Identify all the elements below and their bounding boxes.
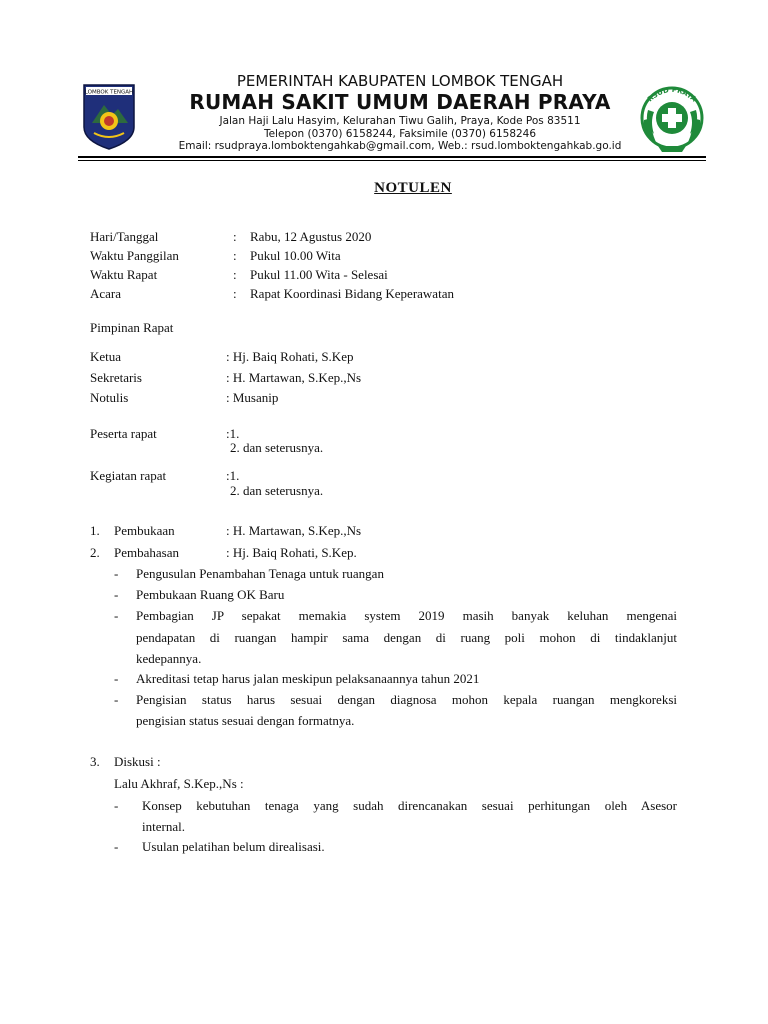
logo-right-text: RSUD PRAYA bbox=[646, 85, 698, 104]
bullet-dash: - bbox=[114, 692, 119, 707]
email-web: Email: rsudpraya.lomboktengahkab@gmail.com, Web.: rsud.lomboktengahkab.go.id bbox=[178, 140, 622, 152]
diskusi-item-cont: internal. bbox=[142, 819, 185, 834]
meta-value: Rapat Koordinasi Bidang Keperawatan bbox=[250, 286, 454, 301]
peserta-line2: 2. dan seterusnya. bbox=[230, 440, 324, 455]
kegiatan-label: Kegiatan rapat bbox=[90, 468, 167, 483]
pembahasan-item: Akreditasi tetap harus jalan meskipun pelaksanaannya tahun 2021 bbox=[136, 671, 480, 686]
kegiatan-line2: 2. dan seterusnya. bbox=[230, 483, 324, 498]
bullet-dash: - bbox=[114, 587, 119, 602]
agenda-value: : H. Martawan, S.Kep.,Ns bbox=[226, 523, 362, 538]
diskusi-item: Usulan pelatihan belum direalisasi. bbox=[142, 839, 325, 854]
pembahasan-item: Pembagian JP sepakat memakia system 2019 masih banyak keluhan mengenai bbox=[136, 608, 677, 623]
bullet-dash: - bbox=[114, 798, 119, 813]
peserta-label: Peserta rapat bbox=[90, 426, 157, 441]
meta-label: Hari/Tanggal bbox=[90, 229, 159, 244]
pimpinan-label: Sekretaris bbox=[90, 370, 142, 385]
bullet-dash: - bbox=[114, 671, 119, 686]
pimpinan-value: : Musanip bbox=[226, 390, 279, 405]
pembahasan-item-cont: pendapatan di ruangan hampir sama dengan di ruang poli mohon di tindaklanjut bbox=[136, 630, 677, 645]
meta-value: Pukul 10.00 Wita bbox=[250, 248, 341, 263]
peserta-line1: :1. bbox=[226, 426, 240, 441]
address: Jalan Haji Lalu Hasyim, Kelurahan Tiwu Galih, Praya, Kode Pos 83511 bbox=[219, 115, 581, 127]
pembahasan-item-cont: pengisian status sesuai dengan formatnya. bbox=[136, 713, 355, 728]
pembahasan-item: Pengusulan Penambahan Tenaga untuk ruangan bbox=[136, 566, 384, 581]
meta-label: Waktu Panggilan bbox=[90, 248, 179, 263]
meta-label: Waktu Rapat bbox=[90, 267, 158, 282]
bullet-dash: - bbox=[114, 839, 119, 854]
diskusi-speaker: Lalu Akhraf, S.Kep.,Ns : bbox=[114, 776, 244, 791]
diskusi-label: Diskusi : bbox=[114, 754, 161, 769]
agenda-number: 2. bbox=[90, 545, 100, 560]
phone-fax: Telepon (0370) 6158244, Faksimile (0370) 6158246 bbox=[263, 128, 537, 140]
bullet-dash: - bbox=[114, 566, 119, 581]
pimpinan-label: Notulis bbox=[90, 390, 129, 405]
letterhead-divider-thin bbox=[78, 160, 706, 161]
meta-label: Acara bbox=[90, 286, 122, 301]
meta-colon: : bbox=[233, 248, 237, 263]
meta-value: Rabu, 12 Agustus 2020 bbox=[250, 229, 372, 244]
logo-left-text: LOMBOK TENGAH bbox=[84, 89, 134, 96]
meta-colon: : bbox=[233, 267, 237, 282]
pembahasan-item-cont: kedepannya. bbox=[136, 651, 202, 666]
pembahasan-item: Pembukaan Ruang OK Baru bbox=[136, 587, 285, 602]
meta-value: Pukul 11.00 Wita - Selesai bbox=[250, 267, 388, 282]
kegiatan-line1: :1. bbox=[226, 468, 240, 483]
pembahasan-item: Pengisian status harus sesuai dengan diagnosa mohon kepala ruangan mengkoreksi bbox=[136, 692, 677, 707]
meta-colon: : bbox=[233, 286, 237, 301]
agenda-number: 1. bbox=[90, 523, 100, 538]
agenda-number: 3. bbox=[90, 754, 100, 769]
hospital-name: RUMAH SAKIT UMUM DAERAH PRAYA bbox=[189, 90, 611, 114]
govt-name: PEMERINTAH KABUPATEN LOMBOK TENGAH bbox=[236, 72, 564, 90]
document-title: NOTULEN bbox=[374, 180, 452, 196]
pimpinan-value: : H. Martawan, S.Kep.,Ns bbox=[226, 370, 362, 385]
bullet-dash: - bbox=[114, 608, 119, 623]
pimpinan-value: : Hj. Baiq Rohati, S.Kep bbox=[226, 349, 354, 364]
pimpinan-heading: Pimpinan Rapat bbox=[90, 320, 174, 335]
meta-colon: : bbox=[233, 229, 237, 244]
diskusi-item: Konsep kebutuhan tenaga yang sudah direncanakan sesuai perhitungan oleh Asesor bbox=[142, 798, 677, 813]
letterhead-divider-thick bbox=[78, 156, 706, 158]
pimpinan-label: Ketua bbox=[90, 349, 122, 364]
agenda-label: Pembukaan bbox=[114, 523, 175, 538]
agenda-label: Pembahasan bbox=[114, 545, 179, 560]
agenda-value: : Hj. Baiq Rohati, S.Kep. bbox=[226, 545, 357, 560]
